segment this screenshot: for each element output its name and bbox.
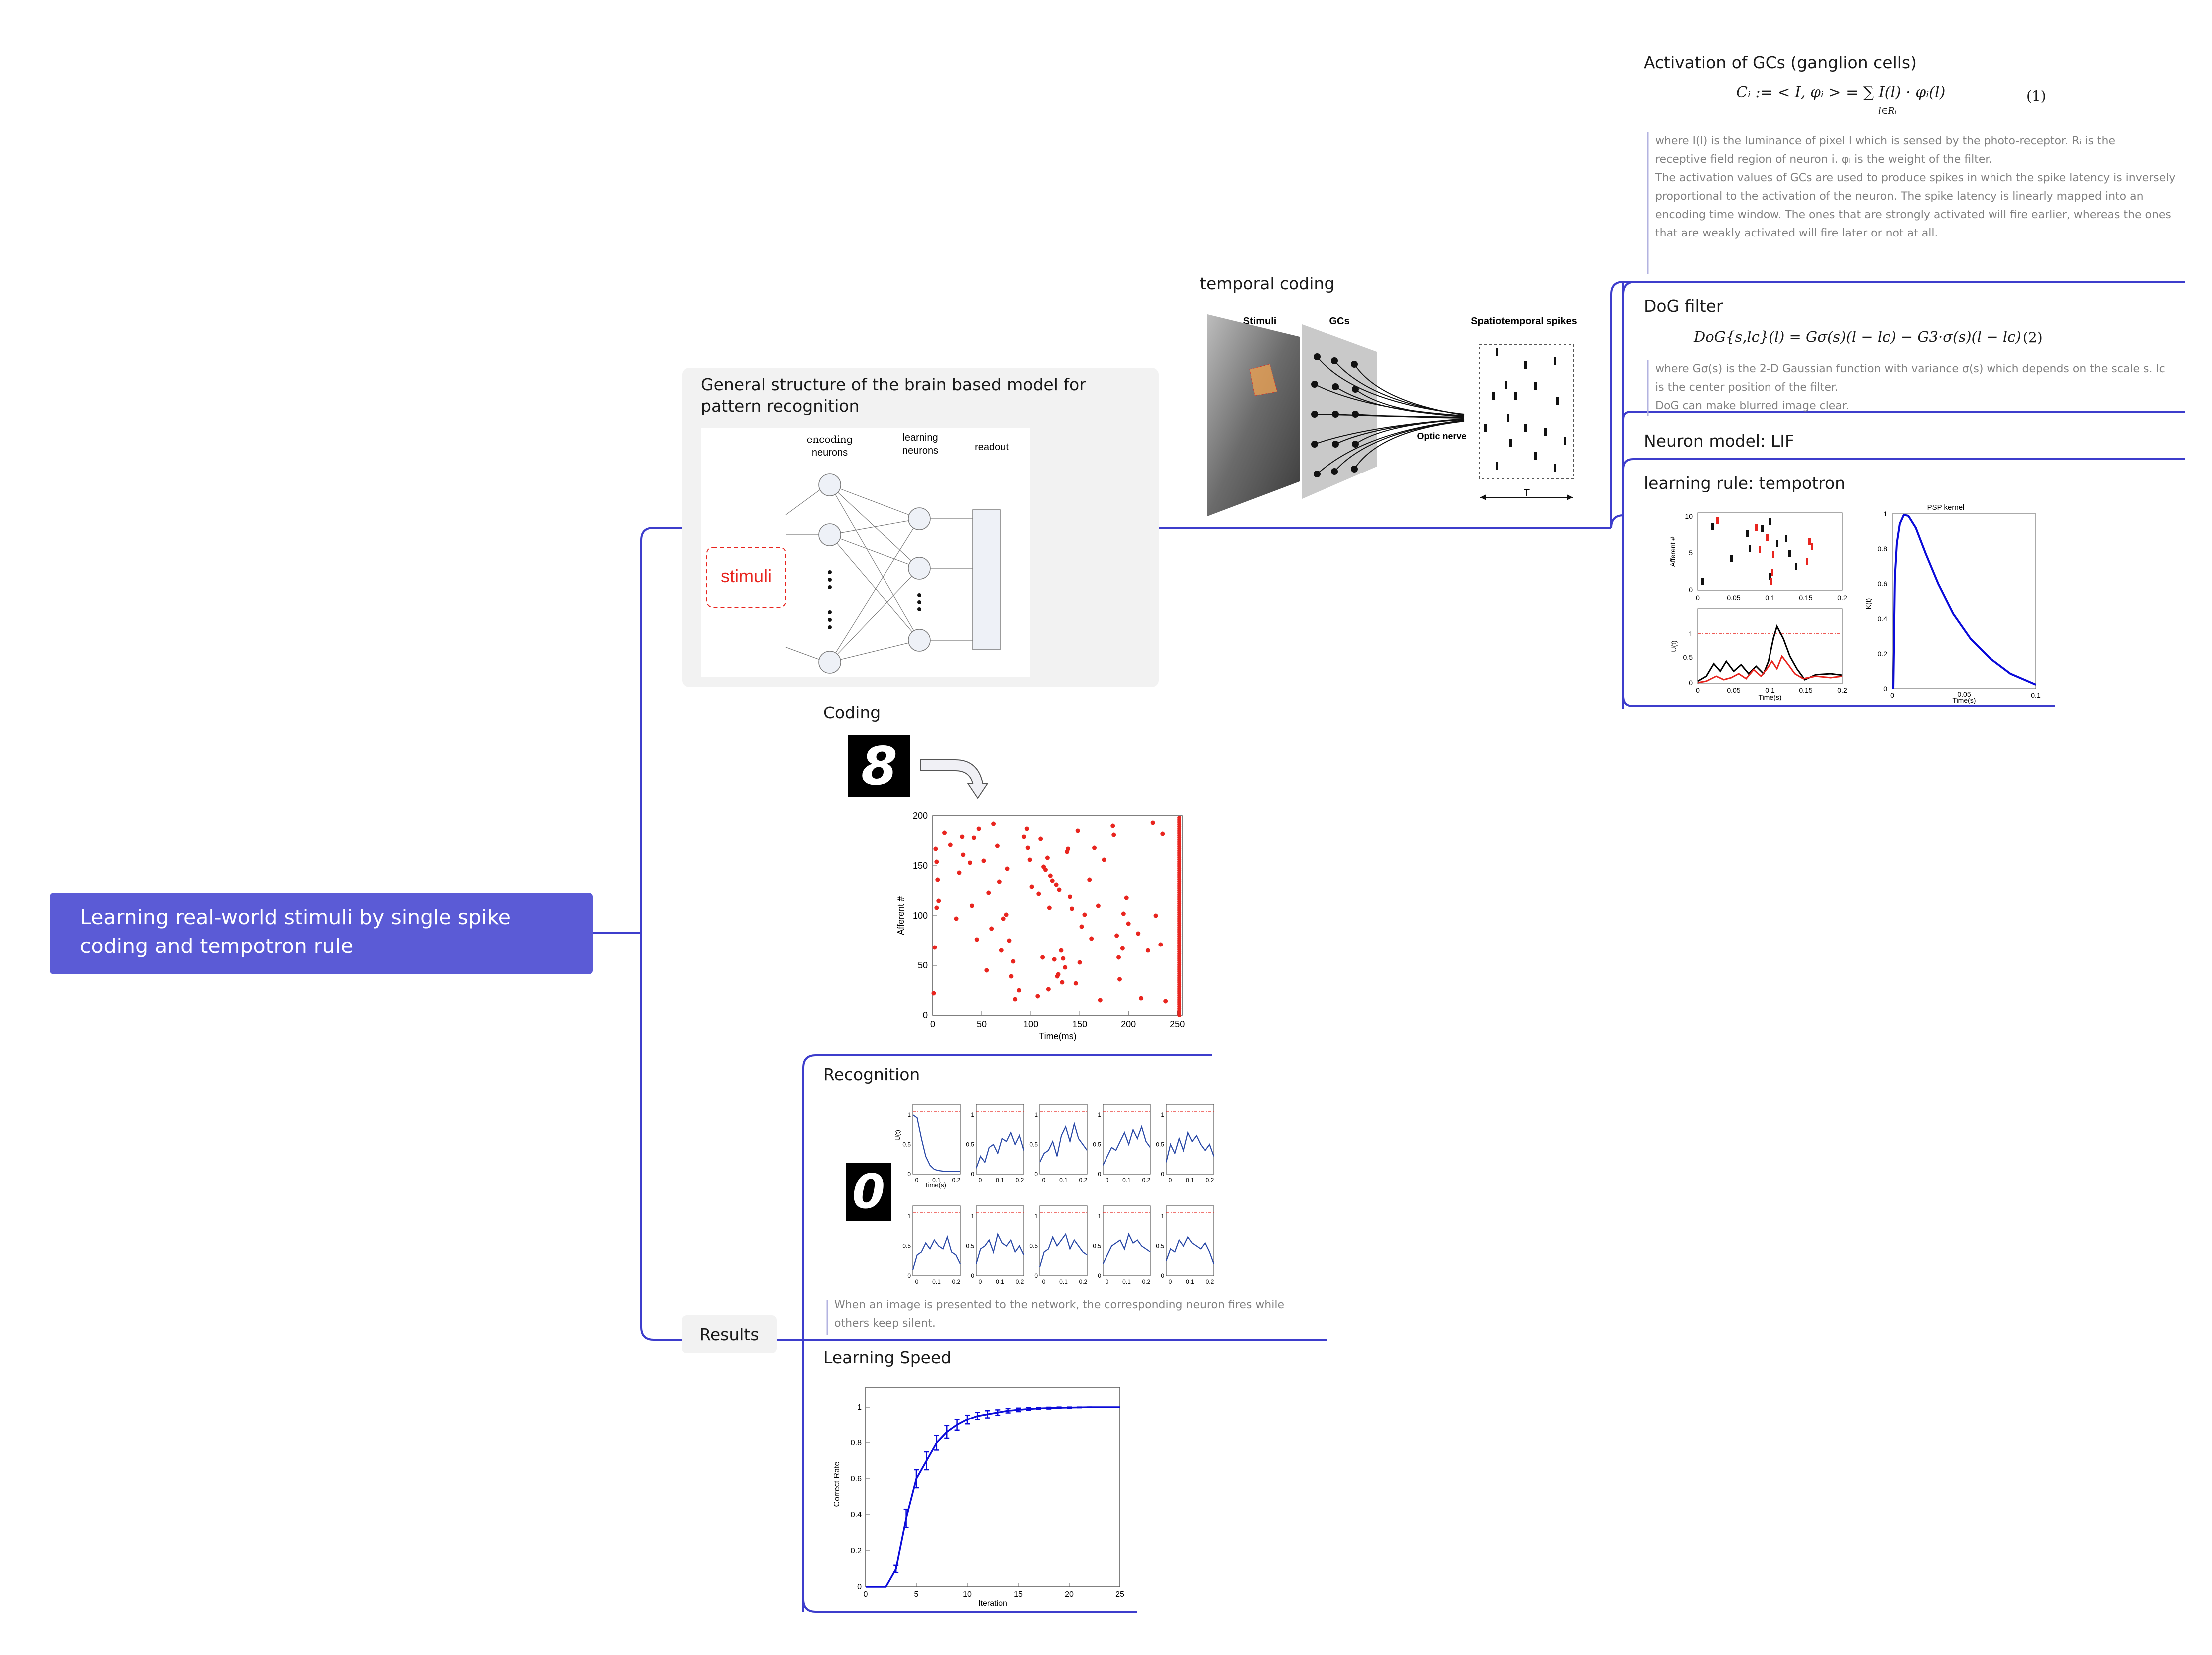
coding-ytick: 0 — [922, 1010, 928, 1020]
recognition-ytick: 0 — [971, 1272, 974, 1279]
spike-point — [1110, 824, 1115, 828]
dog-formula: DoG{s,lᴄ}(l) = Gσ(s)(l − lᴄ) − G3·σ(s)(l − lᴄ) — [1694, 328, 2021, 345]
dog-note-line: where Gσ(s) is the 2-D Gaussian function with variance σ(s) which depends on the scale s. lᴄ — [1655, 363, 2165, 375]
recognition-digit-image — [846, 1163, 891, 1221]
learning-speed-chart — [828, 1377, 1127, 1607]
spike-point — [1120, 946, 1125, 951]
spike-point — [954, 917, 959, 921]
spike-point — [995, 844, 1000, 848]
psp-xtick: 0.1 — [2031, 691, 2041, 699]
network-diagram — [701, 428, 1030, 677]
recognition-ytick: 1 — [971, 1213, 974, 1220]
spike-point — [1040, 955, 1045, 960]
recognition-xtick: 0.1 — [1059, 1278, 1068, 1285]
psp-ytick: 0 — [1883, 685, 1887, 693]
coding-ylabel: Afferent # — [896, 896, 906, 935]
voltage-xtick: 0.05 — [1727, 686, 1741, 694]
spike-point — [933, 847, 938, 851]
spike-point — [1160, 832, 1165, 836]
spike-point — [1089, 937, 1094, 941]
spike-point — [948, 843, 953, 847]
recognition-ytick: 0 — [1098, 1272, 1101, 1279]
voltage-xtick: 0.15 — [1799, 686, 1813, 694]
recognition-xtick: 0.2 — [1205, 1278, 1214, 1285]
spike-point — [1046, 987, 1051, 992]
coding-xtick: 100 — [1023, 1019, 1039, 1029]
spike-point — [986, 891, 991, 895]
gc-note-line: where I(l) is the luminance of pixel l which is sensed by the photo-receptor. Rᵢ is the — [1655, 135, 2116, 147]
speed-xtick: 10 — [963, 1590, 972, 1599]
recognition-ytick: 1 — [907, 1111, 911, 1118]
recognition-xlabel: Time(s) — [924, 1182, 946, 1189]
recognition-xtick: 0 — [915, 1177, 919, 1183]
recognition-xtick: 0.2 — [1079, 1278, 1088, 1285]
speed-ytick: 0.6 — [850, 1475, 862, 1483]
recognition-ytick: 0.5 — [902, 1141, 911, 1148]
spike-point — [1052, 957, 1057, 962]
speed-ytick: 1 — [857, 1403, 862, 1412]
spike-point — [935, 878, 940, 882]
recognition-ytick: 1 — [971, 1111, 974, 1118]
spike-point — [934, 860, 939, 864]
recognition-xtick: 0 — [1105, 1177, 1109, 1183]
recognition-xtick: 0.2 — [1142, 1278, 1151, 1285]
spike-point — [1080, 925, 1084, 929]
spike-point — [972, 836, 976, 840]
spike-point — [970, 904, 974, 908]
encoding-label-1: encoding — [806, 433, 853, 445]
spike-point — [1005, 867, 1010, 871]
spike-point — [968, 861, 972, 865]
recognition-xtick: 0 — [1042, 1278, 1046, 1285]
gc-title: Activation of GCs (ganglion cells) — [1644, 53, 1917, 72]
raster-xtick: 0.05 — [1727, 594, 1741, 602]
speed-ytick: 0.2 — [850, 1547, 862, 1555]
dog-note-line: is the center position of the filter. — [1655, 381, 1839, 394]
recognition-ytick: 0 — [907, 1171, 911, 1178]
spike-point — [1163, 999, 1168, 1004]
coding-xtick: 200 — [1121, 1019, 1136, 1029]
recognition-ytick: 0 — [1034, 1272, 1038, 1279]
spike-point — [1054, 883, 1059, 887]
tempotron-svg — [1661, 504, 2050, 704]
spike-point — [1146, 948, 1150, 953]
psp-xtick: 0.05 — [1957, 690, 1971, 698]
spike-point — [932, 946, 937, 950]
recognition-xtick: 0.1 — [1059, 1177, 1068, 1183]
spike-point — [960, 835, 964, 839]
spike-point — [1059, 948, 1063, 953]
recognition-xtick: 0 — [1168, 1177, 1172, 1183]
spike-point — [1025, 827, 1029, 831]
speed-xlabel: Iteration — [978, 1599, 1007, 1608]
spike-point — [997, 880, 1002, 884]
spike-point — [1056, 972, 1060, 977]
encoding-label-2: neurons — [811, 447, 848, 458]
coding-raster-svg — [888, 806, 1197, 1045]
spike-point — [936, 899, 941, 903]
results-label: Results — [699, 1324, 759, 1344]
gc-eq-number: (1) — [2026, 88, 2046, 104]
psp-ytick: 1 — [1883, 510, 1887, 518]
recognition-ylabel: U(t) — [894, 1130, 901, 1141]
spike-point — [1102, 858, 1106, 862]
recognition-ytick: 0.5 — [1093, 1141, 1101, 1148]
recognition-xtick: 0 — [978, 1177, 982, 1183]
recognition-panel — [902, 1206, 960, 1285]
spike-point — [1043, 868, 1048, 872]
stimuli-label: stimuli — [720, 566, 772, 586]
readout-label: readout — [975, 442, 1009, 453]
spike-point — [1050, 879, 1055, 883]
gc-note-line: receptive field region of neuron i. φᵢ is the weight of the filter. — [1655, 153, 1992, 166]
stimulus-image — [1207, 314, 1300, 516]
spike-point — [1036, 892, 1041, 896]
coding-xlabel: Time(ms) — [1039, 1031, 1077, 1041]
speed-ytick: 0 — [857, 1583, 862, 1591]
tempotron-title: learning rule: tempotron — [1644, 473, 1846, 493]
voltage-xtick: 0.1 — [1765, 686, 1775, 694]
optic-nerve-label: Optic nerve — [1417, 431, 1467, 441]
gc-note-line: proportional to the activation of the neuron. The spike latency is linearly mapped into an — [1655, 190, 2144, 203]
spike-point — [999, 948, 1004, 953]
coding-arrow — [920, 756, 993, 801]
psp-ytick: 0.4 — [1877, 615, 1887, 623]
spike-point — [1136, 932, 1140, 936]
spike-point — [1116, 955, 1121, 960]
speed-xtick: 15 — [1014, 1590, 1023, 1599]
psp-xtick: 0 — [1890, 691, 1894, 699]
spike-point — [989, 927, 994, 931]
gc-formula-sub: l∈Rᵢ — [1878, 106, 1897, 116]
recognition-ytick: 0 — [1098, 1171, 1101, 1178]
recognition-ytick: 1 — [907, 1213, 911, 1220]
lif-title: Neuron model: LIF — [1644, 431, 1794, 451]
recognition-xtick: 0 — [978, 1278, 982, 1285]
coding-ytick: 50 — [917, 960, 928, 970]
spike-point — [1126, 922, 1131, 926]
spike-point — [1063, 965, 1067, 970]
spike-point — [1111, 833, 1116, 837]
spike-point — [934, 906, 939, 910]
speed-ylabel: Correct Rate — [833, 1461, 841, 1507]
spike-point — [1004, 913, 1009, 917]
spike-point — [1013, 997, 1017, 1002]
spike-point — [1124, 896, 1129, 900]
recognition-xtick: 0.1 — [996, 1278, 1004, 1285]
spike-point — [1076, 829, 1080, 833]
spike-point — [984, 968, 989, 973]
recognition-ytick: 0.5 — [1029, 1141, 1038, 1148]
voltage-ytick: 1 — [1689, 630, 1693, 638]
speed-xtick: 20 — [1065, 1590, 1074, 1599]
spike-point — [1047, 906, 1052, 910]
spike-point — [991, 822, 996, 826]
recognition-xtick: 0.2 — [1142, 1177, 1151, 1183]
spike-point — [1048, 874, 1053, 878]
spike-point — [1009, 974, 1013, 979]
recognition-svg — [893, 1095, 1212, 1290]
raster-ytick: 5 — [1689, 549, 1693, 557]
recognition-ytick: 1 — [1098, 1111, 1101, 1118]
recognition-ytick: 0.5 — [1093, 1242, 1101, 1250]
recognition-ytick: 0 — [1161, 1171, 1164, 1178]
spike-point — [931, 991, 936, 996]
recognition-grid — [893, 1095, 1212, 1290]
coding-ytick: 150 — [912, 861, 928, 871]
coding-ytick: 200 — [912, 811, 928, 821]
spike-point — [1035, 994, 1040, 999]
spike-point — [1001, 917, 1006, 921]
stimuli-fig-label: Stimuli — [1243, 316, 1277, 327]
psp-ylabel: K(t) — [1864, 598, 1872, 610]
spike-point — [1117, 977, 1122, 982]
spike-point — [1074, 981, 1078, 986]
spike-point — [1011, 959, 1015, 964]
recognition-xtick: 0.1 — [996, 1177, 1004, 1183]
spike-point — [942, 831, 947, 835]
raster-ylabel: Afferent # — [1669, 536, 1677, 567]
raster-xtick: 0 — [1696, 594, 1700, 602]
recognition-xtick: 0 — [1105, 1278, 1109, 1285]
raster-ytick: 10 — [1685, 512, 1693, 520]
coding-xtick: 150 — [1072, 1019, 1088, 1029]
recognition-panel — [1029, 1104, 1087, 1183]
psp-ytick: 0.8 — [1877, 545, 1887, 553]
recognition-ytick: 1 — [1098, 1213, 1101, 1220]
recognition-ytick: 0.5 — [1029, 1242, 1038, 1250]
dog-note-line: DoG can make blurred image clear. — [1655, 399, 1849, 412]
spike-point — [1066, 847, 1070, 851]
recognition-panel — [902, 1104, 960, 1183]
learning-label-2: neurons — [902, 445, 939, 456]
spike-point — [1139, 996, 1143, 1001]
recognition-panel — [1156, 1104, 1214, 1183]
recognition-xtick: 0.1 — [932, 1278, 941, 1285]
tempotron-plots — [1661, 504, 2050, 704]
recognition-ytick: 0 — [971, 1171, 974, 1178]
spike-point — [1038, 837, 1043, 841]
raster-xtick: 0.15 — [1799, 594, 1813, 602]
raster-xtick: 0.2 — [1837, 594, 1847, 602]
recognition-panel — [966, 1206, 1024, 1285]
dog-title: DoG filter — [1644, 296, 1723, 316]
recognition-ytick: 0.5 — [1156, 1242, 1164, 1250]
spike-point — [1078, 960, 1082, 965]
recognition-panel — [1029, 1206, 1087, 1285]
recognition-ytick: 0.5 — [1156, 1141, 1164, 1148]
spike-point — [1057, 888, 1061, 892]
speed-ytick: 0.8 — [850, 1439, 862, 1447]
recognition-digit: 0 — [852, 1165, 885, 1219]
coding-ytick: 100 — [912, 911, 928, 921]
voltage-ylabel: U(t) — [1670, 640, 1678, 652]
recognition-title: Recognition — [823, 1065, 920, 1084]
recognition-ytick: 1 — [1034, 1111, 1038, 1118]
gc-formula — [1736, 84, 1946, 116]
raster-ytick: 0 — [1689, 586, 1693, 594]
recognition-xtick: 0.1 — [1186, 1278, 1194, 1285]
spike-point — [1007, 939, 1011, 943]
gc-formula-text: Cᵢ := < I, φᵢ > = ∑ I(l) · φᵢ(l) — [1736, 84, 1946, 101]
spike-point — [1017, 988, 1021, 993]
root-title: Learning real-world stimuli by single spike coding and tempotron rule — [80, 905, 511, 958]
recognition-xtick: 0 — [915, 1278, 919, 1285]
spike-point — [1098, 998, 1103, 1003]
root-topic[interactable] — [50, 893, 593, 974]
spike-point — [957, 871, 961, 875]
recognition-ytick: 1 — [1034, 1213, 1038, 1220]
raster-xtick: 0.1 — [1765, 594, 1775, 602]
gcs-fig-label: GCs — [1329, 316, 1350, 327]
spike-point — [1154, 914, 1158, 918]
temporal-coding-title: temporal coding — [1200, 274, 1335, 293]
recognition-xtick: 0.1 — [1186, 1177, 1194, 1183]
psp-title: PSP kernel — [1927, 503, 1965, 512]
gc-note-line: that are weakly activated will fire later or not at all. — [1655, 227, 1938, 239]
spike-point — [1028, 858, 1032, 862]
recognition-ytick: 0 — [1161, 1272, 1164, 1279]
temporal-coding-svg — [1205, 302, 1594, 521]
coding-raster-chart — [888, 806, 1197, 1045]
gc-note-line: The activation values of GCs are used to produce spikes in which the spike latency is inversely — [1655, 171, 2176, 184]
recognition-xtick: 0.1 — [1122, 1177, 1131, 1183]
speed-xtick: 0 — [863, 1590, 868, 1599]
spike-point — [1030, 885, 1034, 889]
recognition-ytick: 1 — [1161, 1111, 1164, 1118]
spike-point — [1061, 956, 1065, 961]
recognition-ytick: 0 — [1034, 1171, 1038, 1178]
recognition-note: When an image is presented to the network, the corresponding neuron fires while others keep silent. — [834, 1299, 1284, 1330]
spike-point — [1121, 912, 1126, 916]
speed-xtick: 5 — [914, 1590, 919, 1599]
network-diagram-svg — [701, 428, 1030, 677]
learning-speed-title: Learning Speed — [823, 1348, 952, 1367]
psp-xlabel: Time(s) — [1952, 696, 1976, 704]
spike-point — [1151, 821, 1155, 825]
recognition-xtick: 0.2 — [1205, 1177, 1214, 1183]
spike-point — [1068, 895, 1072, 899]
learning-speed-svg — [828, 1377, 1127, 1607]
temporal-coding-figure — [1205, 302, 1594, 521]
spike-point — [977, 827, 981, 831]
recognition-panel — [966, 1104, 1024, 1183]
spike-point — [1070, 907, 1074, 911]
speed-ytick: 0.4 — [850, 1511, 862, 1519]
spike-point — [1045, 856, 1050, 860]
recognition-ytick: 0.5 — [966, 1141, 974, 1148]
speed-xtick: 25 — [1115, 1590, 1124, 1599]
recognition-ytick: 0.5 — [966, 1242, 974, 1250]
coding-xtick: 0 — [930, 1019, 936, 1029]
recognition-xtick: 0 — [1168, 1278, 1172, 1285]
coding-digit-image — [848, 735, 910, 797]
spike-point — [961, 853, 965, 857]
recognition-ytick: 1 — [1161, 1213, 1164, 1220]
spike-point — [981, 859, 986, 863]
coding-digit: 8 — [861, 735, 898, 797]
gc-note-line: encoding time window. The ones that are strongly activated will fire earlier, whereas the ones — [1655, 208, 2171, 221]
recognition-ytick: 0 — [907, 1272, 911, 1279]
recognition-xtick: 0.2 — [952, 1278, 961, 1285]
spike-point — [1022, 835, 1026, 839]
coding-xtick: 50 — [977, 1019, 987, 1029]
learning-label-1: learning — [902, 432, 938, 443]
spike-point — [1082, 913, 1087, 917]
recognition-xtick: 0 — [1042, 1177, 1046, 1183]
voltage-xlabel: Time(s) — [1758, 693, 1782, 701]
spike-point — [1177, 816, 1181, 820]
recognition-xtick: 0.1 — [932, 1177, 941, 1183]
dog-note — [1655, 360, 2184, 416]
recognition-ytick: 0.5 — [902, 1242, 911, 1250]
spike-point — [1092, 846, 1097, 850]
recognition-panel — [1156, 1206, 1214, 1285]
dog-eq-number: (2) — [2023, 329, 2043, 346]
psp-ytick: 0.6 — [1877, 580, 1887, 588]
results-topic[interactable] — [682, 1315, 777, 1353]
structure-title: General structure of the brain based model for pattern recognition — [701, 375, 1086, 416]
spike-point — [1096, 904, 1101, 908]
voltage-ytick: 0.5 — [1683, 653, 1693, 661]
spike-point — [1026, 846, 1030, 850]
recognition-xtick: 0.1 — [1122, 1278, 1131, 1285]
spike-point — [1158, 943, 1163, 947]
recognition-panel — [1093, 1104, 1150, 1183]
coding-title: Coding — [823, 703, 881, 722]
voltage-xtick: 0 — [1696, 686, 1700, 694]
recognition-xtick: 0.2 — [1015, 1278, 1024, 1285]
gc-note — [1655, 132, 2184, 243]
spike-point — [1087, 878, 1092, 882]
psp-ytick: 0.2 — [1877, 650, 1887, 658]
recognition-xtick: 0.2 — [1079, 1177, 1088, 1183]
coding-xtick: 250 — [1170, 1019, 1185, 1029]
recognition-panel — [1093, 1206, 1150, 1285]
t-label: T — [1523, 488, 1530, 499]
spikes-fig-label: Spatiotemporal spikes — [1471, 316, 1577, 327]
spike-point — [1114, 934, 1119, 938]
voltage-xtick: 0.2 — [1837, 686, 1847, 694]
spike-point — [1060, 980, 1064, 985]
voltage-ytick: 0 — [1689, 679, 1693, 687]
spike-point — [975, 938, 979, 942]
recognition-xtick: 0.2 — [952, 1177, 961, 1183]
recognition-xtick: 0.2 — [1015, 1177, 1024, 1183]
